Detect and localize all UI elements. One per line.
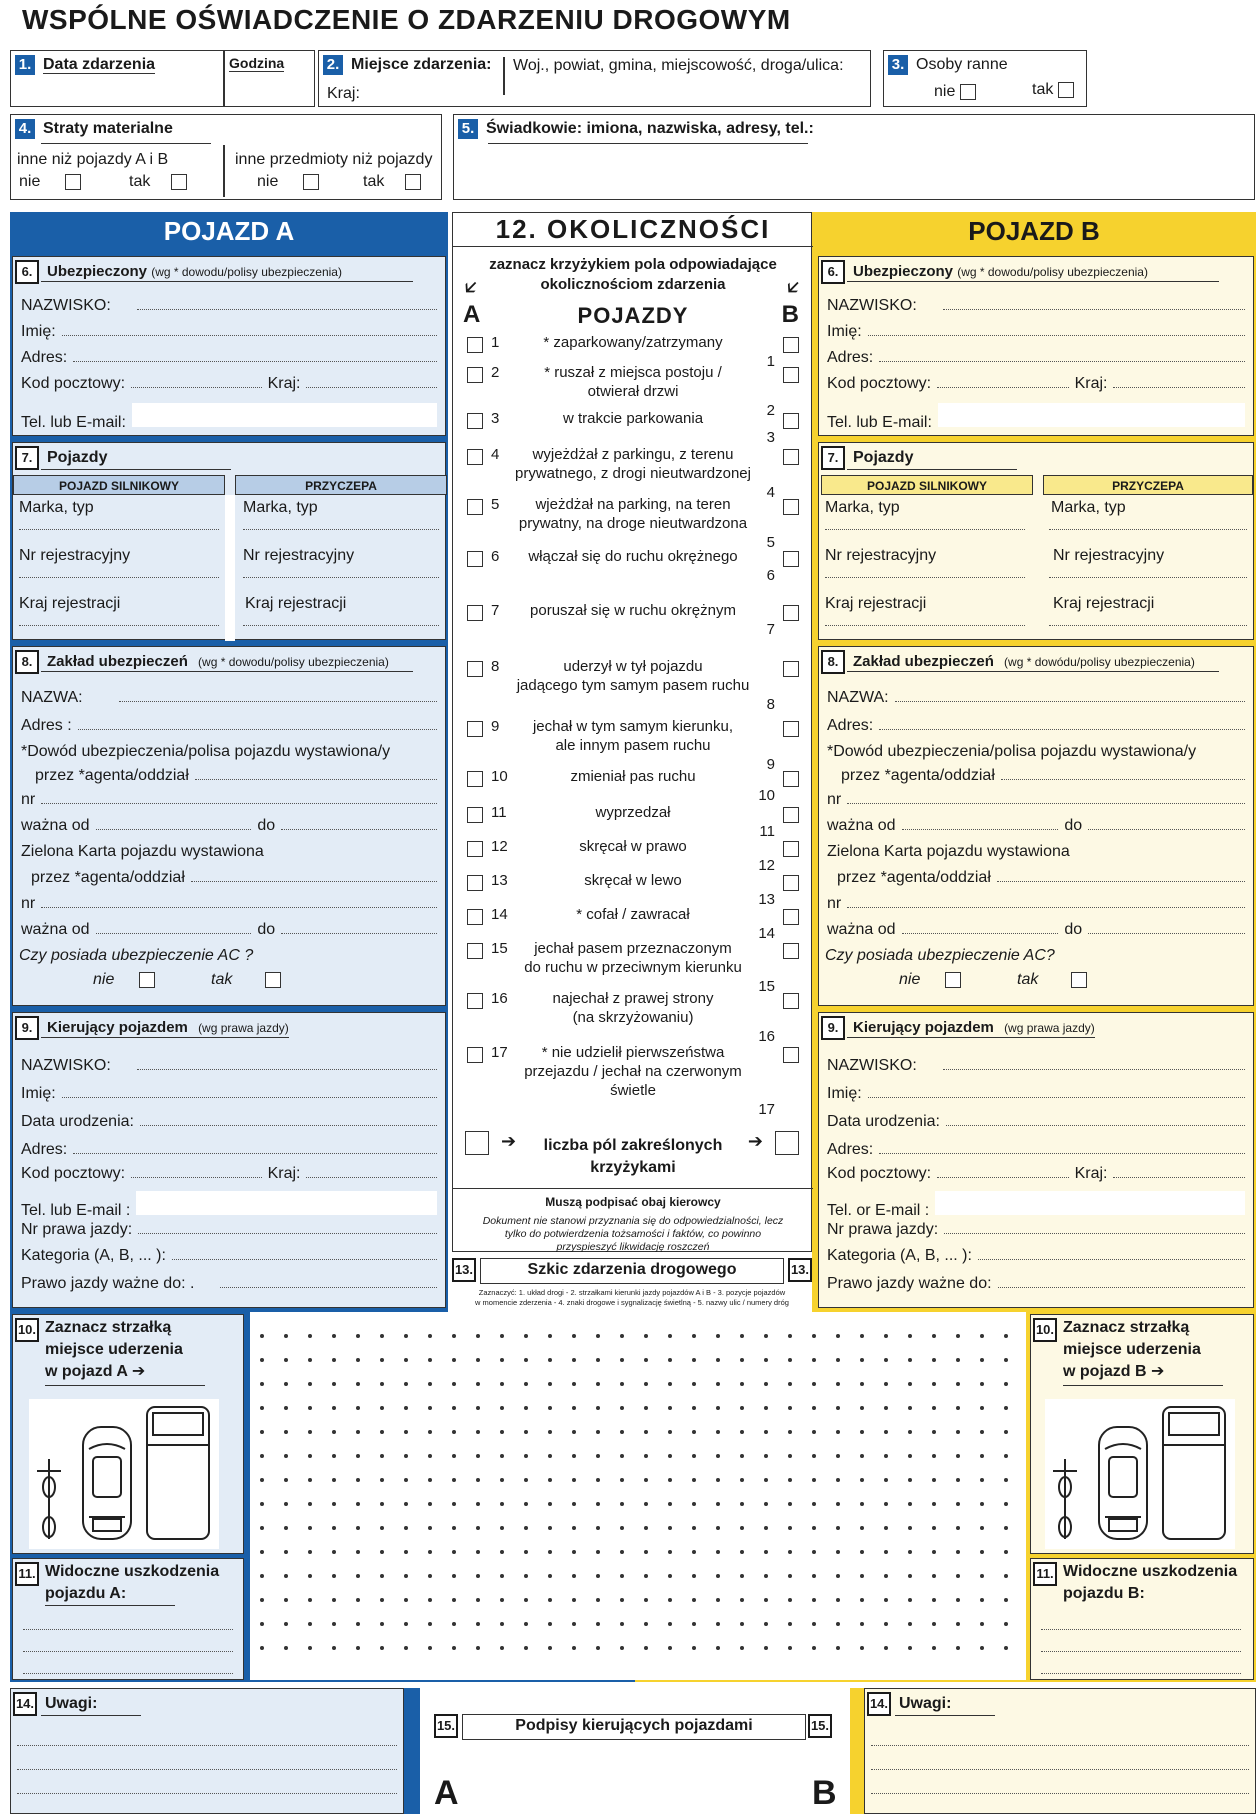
section-place: 2. Miejsce zdarzenia: Woj., powiat, gmina, miejscowość, droga/ulica: Kraj:: [318, 50, 871, 107]
circumstance-16-a-checkbox[interactable]: [467, 993, 483, 1009]
remarks-b-field-1[interactable]: [871, 1745, 1249, 1746]
circumstance-2-a-checkbox[interactable]: [467, 367, 483, 383]
remarks-a-field-3[interactable]: [17, 1793, 397, 1794]
damages-label: Straty materialne: [43, 120, 173, 138]
insured-a-country-field[interactable]: [306, 376, 437, 388]
driver-a-licence-field[interactable]: [138, 1222, 437, 1234]
insurer-a-green-valid-to-field[interactable]: [281, 922, 437, 934]
driver-a-address-field[interactable]: [73, 1142, 437, 1154]
circumstance-row-17: 17 * nie udzielił pierwszeństwa przejazdu / jechał na czerwonym świetle 17: [453, 1043, 813, 1100]
driver-b-section: 9. Kierujący pojazdem (wg prawa jazdy) NAZWISKO: Imię: Data urodzenia: Adres: Kod pocztowy: Kraj: Tel. or E-mail : Nr prawa jazdy: Kategoria (A, B, ... ): Prawo jazdy ważne do:: [818, 1012, 1254, 1308]
driver-a-tel-field[interactable]: [136, 1191, 437, 1215]
insurer-b-ac-no-checkbox[interactable]: [945, 972, 961, 988]
circumstance-12-b-checkbox[interactable]: [783, 841, 799, 857]
circumstance-9-text-1: jechał w tym samym kierunku,: [532, 718, 734, 735]
insurer-b-name-field[interactable]: [895, 690, 1245, 702]
column-a-label: A: [463, 301, 481, 328]
circumstance-8-a-checkbox[interactable]: [467, 661, 483, 677]
circumstance-row-8: 8 uderzył w tył pojazdu jadącego tym samym pasem ruchu 8: [453, 657, 813, 695]
damage-b-section: 11. Widoczne uszkodzenia pojazdu B:: [1030, 1558, 1254, 1680]
circumstance-15-text-2: do ruchu w przeciwnym kierunku: [524, 959, 742, 976]
driver-b-tel-field[interactable]: [935, 1191, 1245, 1215]
damage-b-field-3[interactable]: [1041, 1673, 1241, 1674]
damages-other-vehicles-label: inne niż pojazdy A i B: [17, 151, 169, 168]
circumstance-16-text-2: (na skrzyżowaniu): [572, 1009, 694, 1026]
trailer-a-reg-field[interactable]: [243, 577, 439, 578]
insurer-a-section: 8. Zakład ubezpieczeń (wg * dowodu/polisy ubezpieczenia) NAZWA: Adres : *Dowód ubezpieczenia/polisa pojazdu wystawiona/y przez *agenta/oddział nr ważna od do Zielona Karta pojazdu wystawiona przez *agenta/oddział nr ważna od do Czy posiada ubezpieczenie AC ? nie tak: [12, 646, 446, 1006]
circumstance-16-text-1: najechał z prawej strony: [552, 990, 714, 1007]
trailer-a-make-field[interactable]: [243, 529, 439, 530]
injured-no-checkbox[interactable]: [960, 84, 976, 100]
insurer-a-ac-no-checkbox[interactable]: [139, 972, 155, 988]
vehicle-diagram-a[interactable]: [29, 1399, 219, 1549]
disclaimer-3: przyspieszyć likwidację roszczeń: [556, 1241, 710, 1253]
circumstance-13-b-checkbox[interactable]: [783, 875, 799, 891]
circumstance-row-15: 15 jechał pasem przeznaczonym do ruchu w przeciwnym kierunku 15: [453, 939, 813, 977]
trailer-a-header: PRZYCZEPA: [235, 475, 447, 495]
driver-a-surname-field[interactable]: [137, 1058, 437, 1070]
vehicle-a-reg-field[interactable]: [19, 577, 219, 578]
insured-a-address-field[interactable]: [73, 350, 437, 362]
driver-b-licence-field[interactable]: [944, 1222, 1245, 1234]
section-witnesses[interactable]: 5. Świadkowie: imiona, nazwiska, adresy, tel.:: [453, 114, 1255, 200]
circumstance-3-a-checkbox[interactable]: [467, 413, 483, 429]
driver-a-valid-field[interactable]: [220, 1276, 437, 1288]
insured-a-name-field[interactable]: [62, 324, 437, 336]
driver-a-name-field[interactable]: [62, 1086, 437, 1098]
circumstance-row-13: 13 skręcał w lewo 13: [453, 871, 813, 890]
circumstance-11-text-1: wyprzedzał: [595, 804, 671, 821]
insurer-a-green-nr-field[interactable]: [41, 896, 437, 908]
sketch-title: Szkic zdarzenia drogowego: [480, 1258, 784, 1284]
circumstances-section: [452, 212, 812, 1252]
driver-b-address-field[interactable]: [879, 1142, 1245, 1154]
count-label-1: liczba pól zakreślonych: [543, 1137, 723, 1154]
circumstance-15-text-1: jechał pasem przeznaczonym: [534, 940, 732, 957]
damage-a-section: 11. Widoczne uszkodzenia pojazdu A:: [12, 1558, 244, 1680]
impact-b-section: 10. Zaznacz strzałką miejsce uderzenia w pojazd B ➔: [1030, 1314, 1254, 1554]
signatures-section[interactable]: 15. 15. Podpisy kierujących pojazdami A B: [420, 1688, 850, 1816]
driver-b-name-field[interactable]: [868, 1086, 1245, 1098]
circumstances-title: 12. OKOLICZNOŚCI: [453, 213, 813, 247]
disclaimer-1: Dokument nie stanowi przyznania się do odpowiedzialności, lecz: [482, 1215, 784, 1227]
insured-b-surname-field[interactable]: [943, 298, 1245, 310]
driver-a-dob-field[interactable]: [140, 1114, 437, 1126]
insurer-b-valid-from-field[interactable]: [902, 818, 1059, 830]
insurer-a-green-agent-field[interactable]: [191, 870, 437, 882]
arrow-right-small-b-icon: ➔: [1151, 1363, 1165, 1380]
circumstance-14-a-checkbox[interactable]: [467, 909, 483, 925]
damages-vehicles-no-checkbox[interactable]: [65, 174, 81, 190]
circumstance-4-text-1: wyjeżdżał z parkingu, z terenu: [532, 446, 734, 463]
circumstance-13-a-checkbox[interactable]: [467, 875, 483, 891]
circumstance-15-b-checkbox[interactable]: [783, 943, 799, 959]
driver-b-valid-field[interactable]: [998, 1276, 1245, 1288]
circumstance-5-text-2: prywatny, na droge nieutwardzona: [518, 515, 748, 532]
injured-yes-checkbox[interactable]: [1058, 82, 1074, 98]
damage-a-field-1[interactable]: [23, 1629, 233, 1630]
trailer-b-reg-field[interactable]: [1049, 577, 1247, 578]
insured-b-zip-field[interactable]: [937, 376, 1069, 388]
damage-b-field-1[interactable]: [1041, 1629, 1241, 1630]
circumstance-6-a-checkbox[interactable]: [467, 551, 483, 567]
place-label: Miejsce zdarzenia:: [351, 56, 492, 74]
circumstance-5-b-checkbox[interactable]: [783, 499, 799, 515]
circumstance-2-text-1: * ruszał z miejsca postoju /: [544, 364, 722, 381]
insured-b-address-field[interactable]: [879, 350, 1245, 362]
damage-a-field-3[interactable]: [23, 1673, 233, 1674]
insurer-b-ac-question: Czy posiada ubezpieczenie AC?: [825, 947, 1055, 964]
damages-vehicles-yes-checkbox[interactable]: [171, 174, 187, 190]
vehicle-a-make-field[interactable]: [19, 529, 219, 530]
arrow-down-b-icon: 🡧: [787, 277, 799, 297]
driver-b-country-field[interactable]: [1113, 1166, 1245, 1178]
signatures-title: Podpisy kierujących pojazdami: [462, 1714, 806, 1740]
circumstance-row-9: 9 jechał w tym samym kierunku, ale innym pasem ruchu 9: [453, 717, 813, 755]
sketch-area[interactable]: [250, 1312, 1026, 1680]
circumstance-11-b-checkbox[interactable]: [783, 807, 799, 823]
vehicles-a-section: 7. Pojazdy POJAZD SILNIKOWY PRZYCZEPA Marka, typ Nr rejestracyjny Kraj rejestracji Marka, typ Nr rejestracyjny Kraj rejestracji: [12, 442, 446, 640]
remarks-a-section: 14. Uwagi:: [10, 1688, 404, 1814]
damage-b-field-2[interactable]: [1041, 1651, 1241, 1652]
insured-b-name-field[interactable]: [868, 324, 1245, 336]
injured-label: Osoby ranne: [916, 56, 1008, 74]
count-label-2: krzyżykami: [590, 1159, 676, 1176]
circumstance-9-a-checkbox[interactable]: [467, 721, 483, 737]
circumstance-4-a-checkbox[interactable]: [467, 449, 483, 465]
count-b-box[interactable]: [775, 1131, 799, 1155]
document-title: WSPÓLNE OŚWIADCZENIE O ZDARZENIU DROGOWYM: [22, 4, 791, 35]
circumstance-17-text-2: przejazdu / jechał na czerwonym świetle: [524, 1063, 742, 1099]
signature-a-label: A: [434, 1774, 459, 1812]
insurer-b-address-field[interactable]: [879, 718, 1245, 730]
vehicle-a-country-field[interactable]: [19, 625, 219, 626]
circumstance-13-text-1: skręcał w lewo: [584, 872, 682, 889]
damages-objects-yes-checkbox[interactable]: [405, 174, 421, 190]
driver-a-country-field[interactable]: [306, 1166, 437, 1178]
circumstance-4-text-2: prywatnego, z drogi nieutwardzonej: [515, 465, 751, 482]
insurer-a-address-field[interactable]: [78, 718, 437, 730]
remarks-b-section: 14. Uwagi:: [864, 1688, 1256, 1814]
circumstance-9-b-checkbox[interactable]: [783, 721, 799, 737]
circumstance-8-text-2: jadącego tym samym pasem ruchu: [516, 677, 750, 694]
circumstance-row-4: 4 wyjeżdżał z parkingu, z terenu prywatnego, z drogi nieutwardzonej 4: [453, 445, 813, 483]
damages-other-objects-label: inne przedmioty niż pojazdy: [235, 151, 433, 168]
circumstance-12-a-checkbox[interactable]: [467, 841, 483, 857]
sign-note: Muszą podpisać obaj kierowcy: [545, 1195, 721, 1209]
witnesses-label: Świadkowie: imiona, nazwiska, adresy, tel.:: [486, 120, 814, 138]
place-country-label: Kraj:: [327, 85, 360, 102]
vehicles-b-section: 7. Pojazdy POJAZD SILNIKOWY PRZYCZEPA Marka, typ Nr rejestracyjny Kraj rejestracji Marka, typ Nr rejestracyjny Kraj rejestracji: [818, 442, 1254, 640]
circumstance-17-b-checkbox[interactable]: [783, 1047, 799, 1063]
signature-b-label: B: [812, 1774, 837, 1812]
circumstance-6-text-1: włączał się do ruchu okrężnego: [528, 548, 738, 565]
vehicle-b-reg-field[interactable]: [825, 577, 1025, 578]
circumstance-row-1: 1 * zaparkowany/zatrzymany 1: [453, 333, 813, 352]
circumstance-9-text-2: ale innym pasem ruchu: [555, 737, 711, 754]
insured-a-section: 6. Ubezpieczony (wg * dowodu/polisy ubezpieczenia) NAZWISKO: Imię: Adres: Kod pocztowy: Kraj: Tel. lub E-mail:: [12, 256, 446, 436]
date-label: Data zdarzenia: [43, 56, 156, 74]
arrow-right-small-a-icon: ➔: [131, 1363, 146, 1380]
driver-a-section: 9. Kierujący pojazdem (wg prawa jazdy) NAZWISKO: Imię: Data urodzenia: Adres: Kod pocztowy: Kraj: Tel. lub E-mail : Nr prawa jazdy: Kategoria (A, B, ... ): Prawo jazdy ważne do: .: [12, 1012, 446, 1308]
insurer-b-green-agent-field[interactable]: [997, 870, 1245, 882]
sketch-note-1: Zaznaczyć: 1. układ drogi - 2. strzałkami kierunki jazdy pojazdów A i B - 3. pozycje pojazdów: [478, 1288, 786, 1297]
circumstance-17-text-1: * nie udzielił pierwszeństwa: [541, 1044, 725, 1061]
insurer-a-valid-from-field[interactable]: [96, 818, 252, 830]
arrow-left-icon: ➔: [501, 1131, 517, 1151]
circumstance-row-6: 6 włączał się do ruchu okrężnego 6: [453, 547, 813, 566]
section-date: 1. Data zdarzenia Godzina: [10, 50, 315, 107]
circumstance-7-a-checkbox[interactable]: [467, 605, 483, 621]
circumstance-row-11: 11 wyprzedzał 11: [453, 803, 813, 822]
motor-vehicle-b-header: POJAZD SILNIKOWY: [821, 475, 1033, 495]
circumstance-row-5: 5 wjeżdżał na parking, na teren prywatny, na droge nieutwardzona 5: [453, 495, 813, 533]
insurer-b-ac-yes-checkbox[interactable]: [1071, 972, 1087, 988]
vehicle-b-country-field[interactable]: [825, 625, 1025, 626]
insurer-a-ac-yes-checkbox[interactable]: [265, 972, 281, 988]
insurer-a-green-valid-from-field[interactable]: [96, 922, 252, 934]
insurer-a-name-field[interactable]: [119, 690, 437, 702]
circumstance-10-b-checkbox[interactable]: [783, 771, 799, 787]
place-hint: Woj., powiat, gmina, miejscowość, droga/ulica:: [513, 57, 844, 74]
circumstance-10-a-checkbox[interactable]: [467, 771, 483, 787]
circumstance-12-text-1: skręcał w prawo: [579, 838, 687, 855]
vehicle-b-title: POJAZD B: [968, 216, 1100, 246]
circumstance-6-b-checkbox[interactable]: [783, 551, 799, 567]
insurer-b-section: 8. Zakład ubezpieczeń (wg * dowódu/polisy ubezpieczenia) NAZWA: Adres: *Dowód ubezpieczenia/polisa pojazdu wystawiona/y przez *agenta/oddział nr ważna od do Zielona Karta pojazdu wystawiona przez *agenta/oddział nr ważna od do Czy posiada ubezpieczenie AC? nie tak: [818, 646, 1254, 1006]
arrow-right-icon: ➔: [747, 1131, 763, 1151]
vehicle-diagram-b[interactable]: [1045, 1399, 1235, 1549]
circumstance-2-text-2: otwierał drzwi: [587, 383, 679, 400]
circumstance-1-text-1: * zaparkowany/zatrzymany: [543, 334, 723, 351]
circumstance-row-3: 3 w trakcie parkowania 3: [453, 409, 813, 428]
insurer-b-agent-field[interactable]: [1001, 768, 1245, 780]
circumstance-5-a-checkbox[interactable]: [467, 499, 483, 515]
column-b-label: B: [781, 301, 799, 328]
sketch-header: 13. 13. Szkic zdarzenia drogowego Zaznaczyć: 1. układ drogi - 2. strzałkami kierunki jazdy pojazdów A i B - 3. pozycje pojazdów w momencie zderzenia - 4. znaki drogowe i sygnalizację świetlną - 5. nazwy ulic / numery dróg: [452, 1258, 812, 1312]
insurer-b-green-nr-field[interactable]: [847, 896, 1245, 908]
arrow-down-a-icon: 🡧: [465, 277, 477, 297]
circumstance-8-text-1: uderzył w tył pojazdu: [563, 658, 703, 675]
driver-b-dob-field[interactable]: [946, 1114, 1245, 1126]
circumstance-row-14: 14 * cofał / zawracał 14: [453, 905, 813, 924]
insurer-a-valid-to-field[interactable]: [281, 818, 437, 830]
circumstance-3-b-checkbox[interactable]: [783, 413, 799, 429]
circumstance-row-12: 12 skręcał w prawo 12: [453, 837, 813, 856]
insurer-a-ac-question: Czy posiada ubezpieczenie AC ?: [19, 947, 254, 964]
vehicle-a-title: POJAZD A: [163, 216, 295, 246]
vehicle-b-make-field[interactable]: [825, 529, 1025, 530]
trailer-b-country-field[interactable]: [1049, 625, 1247, 626]
driver-a-zip-field[interactable]: [131, 1166, 262, 1178]
driver-a-category-field[interactable]: [172, 1248, 437, 1260]
insurer-b-valid-to-field[interactable]: [1088, 818, 1245, 830]
circumstance-row-10: 10 zmieniał pas ruchu 10: [453, 767, 813, 786]
impact-a-section: 10. Zaznacz strzałką miejsce uderzenia w pojazd A ➔: [12, 1314, 244, 1554]
circumstance-5-text-1: wjeżdżał na parking, na teren: [535, 496, 731, 513]
circumstance-10-text-1: zmieniał pas ruchu: [570, 768, 696, 785]
insured-a-surname-field[interactable]: [137, 298, 437, 310]
circumstances-instr-1: zaznacz krzyżykiem pola odpowiadające: [489, 256, 777, 273]
section-injured: 3. Osoby ranne nie tak: [883, 50, 1087, 107]
remarks-a-field-1[interactable]: [17, 1745, 397, 1746]
vehicles-heading: POJAZDY: [577, 303, 689, 328]
circumstance-1-a-checkbox[interactable]: [467, 337, 483, 353]
driver-b-category-field[interactable]: [978, 1248, 1245, 1260]
circumstance-7-text-1: poruszał się w ruchu okrężnym: [530, 602, 736, 619]
sketch-note-2: w momencie zderzenia - 4. znaki drogowe i sygnalizację świetlną - 5. nazwy ulic / numery dróg: [475, 1298, 789, 1307]
circumstance-11-a-checkbox[interactable]: [467, 807, 483, 823]
circumstance-1-b-checkbox[interactable]: [783, 337, 799, 353]
circumstance-8-b-checkbox[interactable]: [783, 661, 799, 677]
insured-b-country-field[interactable]: [1113, 376, 1245, 388]
remarks-a-field-2[interactable]: [17, 1769, 397, 1770]
insurer-a-agent-field[interactable]: [195, 768, 437, 780]
circumstance-14-text-1: * cofał / zawracał: [576, 906, 690, 923]
circumstance-16-b-checkbox[interactable]: [783, 993, 799, 1009]
insured-a-zip-field[interactable]: [131, 376, 262, 388]
sketch-dot-grid: [250, 1312, 1026, 1680]
circumstances-instr-2: okolicznościom zdarzenia: [540, 276, 726, 293]
circumstance-7-b-checkbox[interactable]: [783, 605, 799, 621]
insurer-b-nr-field[interactable]: [847, 792, 1245, 804]
disclaimer-2: tylko do potwierdzenia tożsamości i faktów, co powinno: [504, 1228, 762, 1240]
insured-a-tel-field[interactable]: [132, 403, 437, 427]
section-damages: 4. Straty materialne inne niż pojazdy A i B nie tak inne przedmioty niż pojazdy nie tak: [10, 114, 442, 200]
insured-b-section: 6. Ubezpieczony (wg * dowodu/polisy ubezpieczenia) NAZWISKO: Imię: Adres: Kod pocztowy: Kraj: Tel. lub E-mail:: [818, 256, 1254, 436]
damages-objects-no-checkbox[interactable]: [303, 174, 319, 190]
driver-b-surname-field[interactable]: [943, 1058, 1245, 1070]
trailer-b-make-field[interactable]: [1049, 529, 1247, 530]
circumstance-row-2: 2 * ruszał z miejsca postoju / otwierał drzwi 2: [453, 363, 813, 401]
circumstance-row-7: 7 poruszał się w ruchu okrężnym 7: [453, 601, 813, 620]
circumstance-4-b-checkbox[interactable]: [783, 449, 799, 465]
circumstance-row-16: 16 najechał z prawej strony (na skrzyżowaniu) 16: [453, 989, 813, 1027]
insured-b-tel-field[interactable]: [938, 403, 1245, 427]
insurer-b-green-valid-from-field[interactable]: [902, 922, 1059, 934]
circumstance-14-b-checkbox[interactable]: [783, 909, 799, 925]
damage-a-field-2[interactable]: [23, 1651, 233, 1652]
trailer-b-header: PRZYCZEPA: [1043, 475, 1253, 495]
insurer-b-green-valid-to-field[interactable]: [1088, 922, 1245, 934]
insurer-a-nr-field[interactable]: [41, 792, 437, 804]
time-label: Godzina: [229, 55, 285, 71]
circumstance-2-b-checkbox[interactable]: [783, 367, 799, 383]
remarks-b-field-3[interactable]: [871, 1793, 1249, 1794]
vehicle-outlines-b-icon: [1045, 1399, 1235, 1549]
circumstance-15-a-checkbox[interactable]: [467, 943, 483, 959]
vehicle-outlines-a-icon: [29, 1399, 219, 1549]
driver-b-zip-field[interactable]: [937, 1166, 1069, 1178]
remarks-b-field-2[interactable]: [871, 1769, 1249, 1770]
circumstance-17-a-checkbox[interactable]: [467, 1047, 483, 1063]
circumstance-3-text-1: w trakcie parkowania: [562, 410, 704, 427]
trailer-a-country-field[interactable]: [243, 625, 439, 626]
motor-vehicle-a-header: POJAZD SILNIKOWY: [13, 475, 225, 495]
